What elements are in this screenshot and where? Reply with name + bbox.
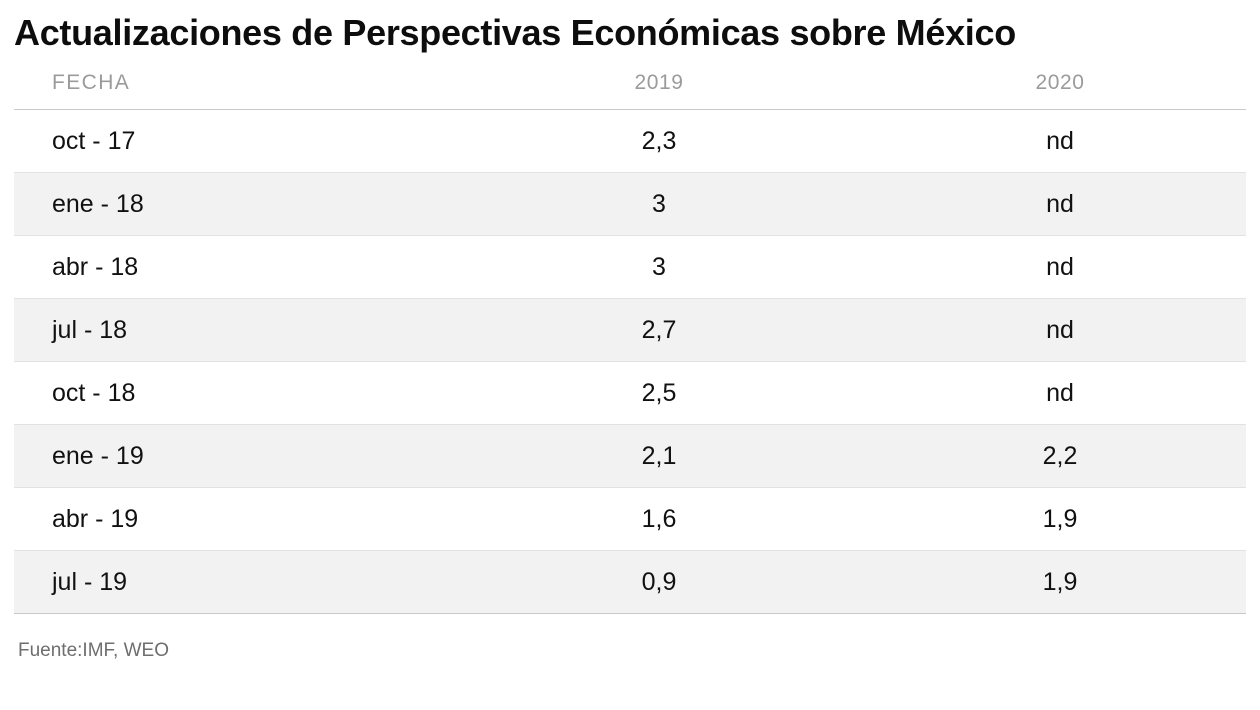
cell-2020: nd [874, 110, 1246, 173]
cell-2019: 0,9 [444, 551, 874, 614]
table-row [14, 551, 1246, 614]
cell-2019: 1,6 [444, 488, 874, 551]
column-header-fecha: FECHA [52, 71, 131, 94]
cell-fecha: jul - 19 [14, 551, 444, 614]
cell-2019: 2,3 [444, 110, 874, 173]
cell-2019: 2,1 [444, 425, 874, 488]
table-header-row [14, 71, 1246, 110]
economic-outlook-table [14, 71, 1246, 613]
cell-fecha: oct - 17 [14, 110, 444, 173]
cell-2020: 1,9 [874, 551, 1246, 614]
cell-fecha: abr - 19 [14, 488, 444, 551]
cell-2019: 2,5 [444, 362, 874, 425]
table-row [14, 488, 1246, 551]
table-row [14, 173, 1246, 236]
table-body [14, 110, 1246, 614]
table-row [14, 299, 1246, 362]
cell-2020: nd [874, 173, 1246, 236]
cell-2020: 1,9 [874, 488, 1246, 551]
cell-fecha: ene - 18 [14, 173, 444, 236]
table-row [14, 425, 1246, 488]
column-header-2019: 2019 [634, 71, 684, 94]
cell-2019: 3 [444, 236, 874, 299]
table-row [14, 236, 1246, 299]
cell-2020: nd [874, 299, 1246, 362]
cell-2020: 2,2 [874, 425, 1246, 488]
cell-2019: 3 [444, 173, 874, 236]
column-header-2020: 2020 [1035, 71, 1085, 94]
source-note: Fuente:IMF, WEO [18, 640, 169, 661]
cell-2020: nd [874, 362, 1246, 425]
table-row [14, 362, 1246, 425]
page-title: Actualizaciones de Perspectivas Económicas sobre México [14, 12, 1016, 53]
cell-fecha: ene - 19 [14, 425, 444, 488]
cell-fecha: jul - 18 [14, 299, 444, 362]
cell-2019: 2,7 [444, 299, 874, 362]
cell-fecha: oct - 18 [14, 362, 444, 425]
table-row [14, 110, 1246, 173]
cell-2020: nd [874, 236, 1246, 299]
table-header [14, 71, 1246, 110]
cell-fecha: abr - 18 [14, 236, 444, 299]
